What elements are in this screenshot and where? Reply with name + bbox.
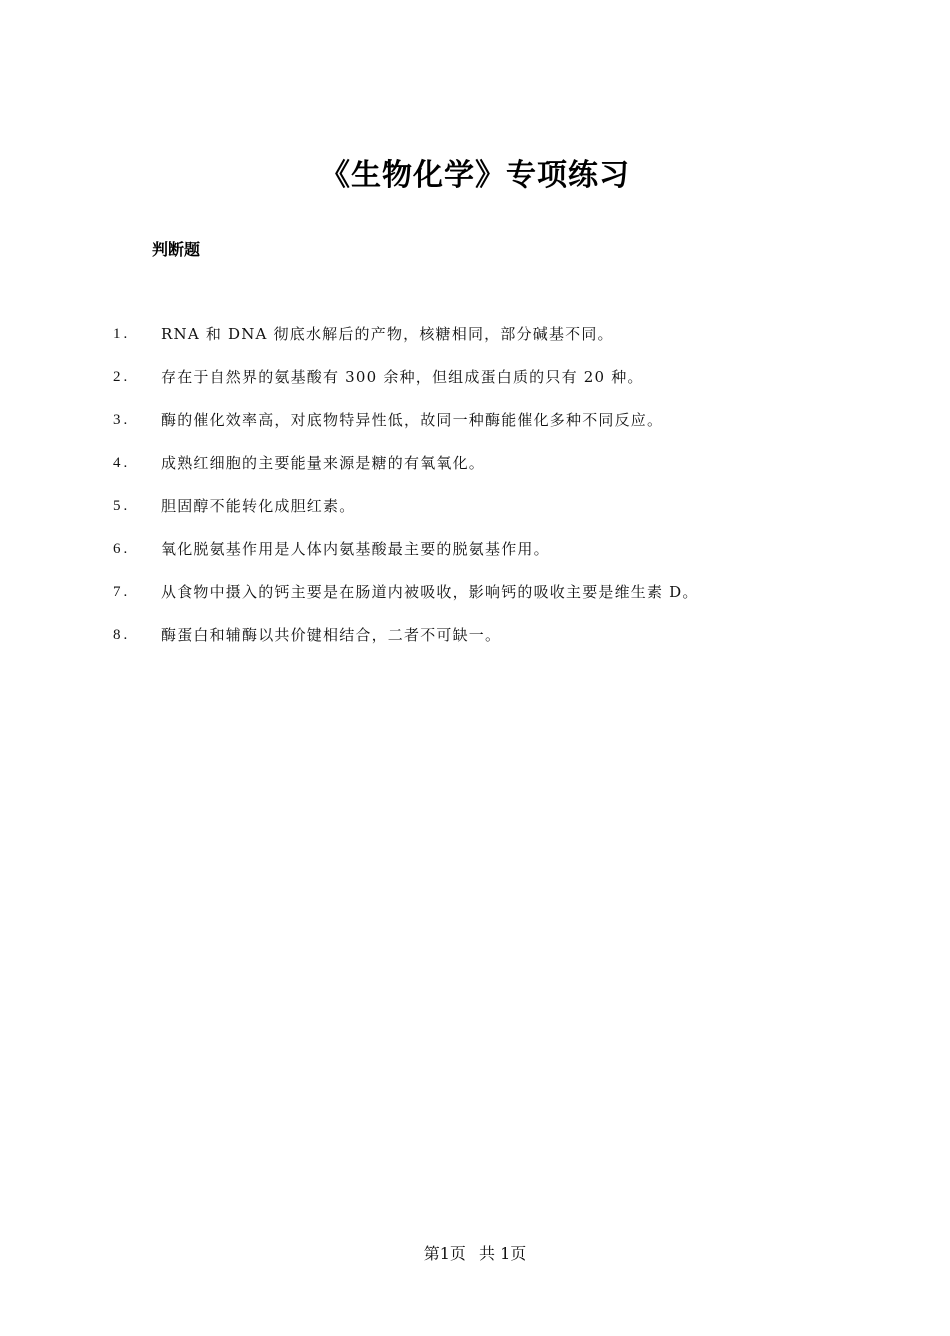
question-list <box>113 312 853 656</box>
question-item-8 <box>113 613 853 656</box>
question-number: 8. <box>113 626 131 643</box>
question-text: 酶蛋白和辅酶以共价键相结合，二者不可缺一。 <box>161 625 502 644</box>
question-item-2 <box>113 355 853 398</box>
page-total: 共 1页 <box>479 1244 527 1263</box>
question-text: 存在于自然界的氨基酸有 300 余种，但组成蛋白质的只有 20 种。 <box>161 367 644 386</box>
question-item-1 <box>113 312 853 355</box>
question-number: 4. <box>113 454 131 471</box>
question-text: 氧化脱氨基作用是人体内氨基酸最主要的脱氨基作用。 <box>161 539 550 558</box>
question-text: 成熟红细胞的主要能量来源是糖的有氧氧化。 <box>161 453 486 472</box>
question-text: 胆固醇不能转化成胆红素。 <box>161 496 356 515</box>
page-number: 第1页 <box>423 1244 466 1263</box>
question-item-3 <box>113 398 853 441</box>
question-item-5 <box>113 484 853 527</box>
question-number: 6. <box>113 540 131 557</box>
question-text: 从食物中摄入的钙主要是在肠道内被吸收，影响钙的吸收主要是维生素 D。 <box>161 582 699 601</box>
question-number: 5. <box>113 497 131 514</box>
section-heading: 判断题 <box>152 240 201 259</box>
question-text: 酶的催化效率高，对底物特异性低，故同一种酶能催化多种不同反应。 <box>161 410 664 429</box>
question-number: 7. <box>113 583 131 600</box>
question-item-7 <box>113 570 853 613</box>
question-number: 2. <box>113 368 131 385</box>
question-number: 1. <box>113 325 131 342</box>
document-title: 《生物化学》专项练习 <box>320 158 630 193</box>
question-item-4 <box>113 441 853 484</box>
question-text: RNA 和 DNA 彻底水解后的产物，核糖相同，部分碱基不同。 <box>161 324 614 343</box>
question-number: 3. <box>113 411 131 428</box>
page-footer <box>0 1242 950 1266</box>
question-item-6 <box>113 527 853 570</box>
